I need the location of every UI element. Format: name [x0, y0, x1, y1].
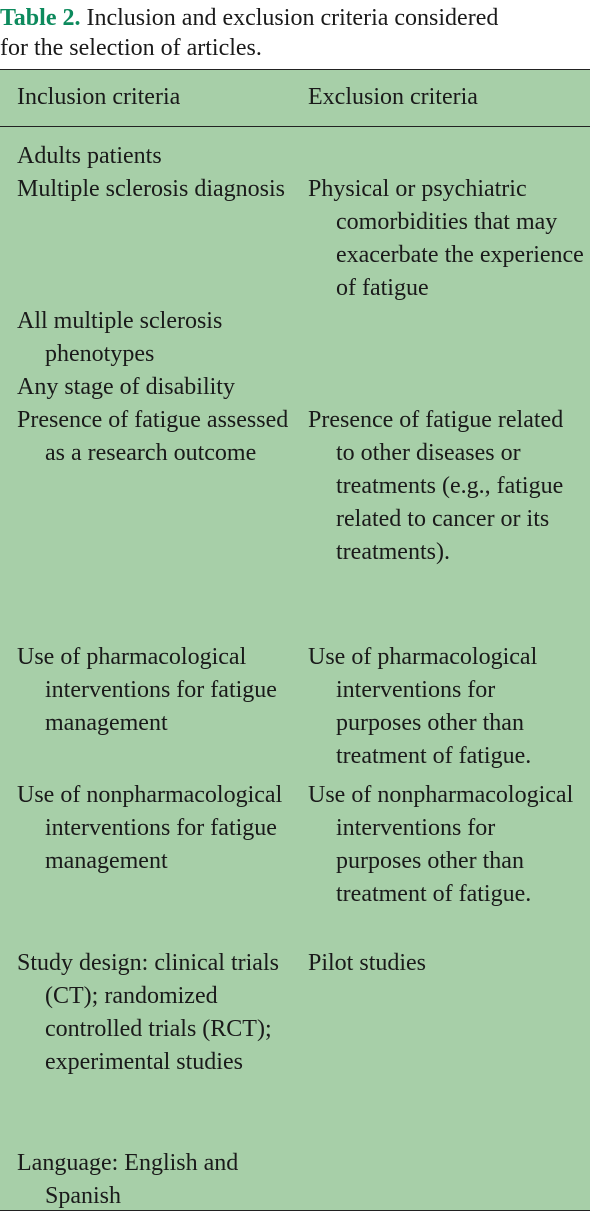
inclusion-cell: Adults patients	[17, 143, 162, 169]
table-row	[0, 779, 590, 947]
table-row	[0, 371, 590, 404]
table-caption-text-line2: for the selection of articles.	[0, 35, 262, 61]
table-row	[0, 1147, 590, 1213]
table-row	[0, 140, 590, 173]
exclusion-cell: Presence of fatigue related to other diseases or treatments (e.g., fatigue related to cancer or its treatments).	[308, 407, 564, 565]
header-inclusion-criteria: Inclusion criteria	[17, 84, 181, 110]
table-row	[0, 305, 590, 371]
table-row	[0, 641, 590, 779]
table-caption-text-line1: Inclusion and exclusion criteria considered	[80, 5, 499, 31]
exclusion-cell: Pilot studies	[308, 950, 427, 976]
inclusion-cell: Multiple sclerosis diagnosis	[17, 176, 285, 202]
table-row	[0, 404, 590, 641]
table-caption-label: Table 2.	[0, 5, 81, 31]
table-row	[0, 173, 590, 305]
table-body	[0, 140, 590, 1213]
inclusion-cell: Any stage of disability	[17, 374, 235, 400]
inclusion-cell: Use of nonpharmacological interventions for fatigue management	[17, 782, 283, 874]
inclusion-cell: All multiple sclerosis phenotypes	[17, 308, 223, 367]
table-header-row	[0, 70, 590, 127]
inclusion-cell: Language: English and Spanish	[17, 1150, 239, 1209]
exclusion-cell: Use of pharmacological interventions for purposes other than treatment of fatigue.	[308, 644, 538, 769]
inclusion-cell: Presence of fatigue assessed as a research outcome	[17, 407, 289, 466]
table-caption	[0, 0, 590, 63]
inclusion-cell: Use of pharmacological interventions for fatigue management	[17, 644, 277, 736]
header-exclusion-criteria: Exclusion criteria	[308, 84, 478, 110]
table-row	[0, 947, 590, 1147]
inclusion-cell: Study design: clinical trials (CT); randomized controlled trials (RCT); experimental studies	[17, 950, 279, 1075]
criteria-table	[0, 69, 590, 1211]
exclusion-cell: Physical or psychiatric comorbidities that may exacerbate the experience of fatigue	[308, 176, 584, 301]
exclusion-cell: Use of nonpharmacological interventions for purposes other than treatment of fatigue.	[308, 782, 574, 907]
